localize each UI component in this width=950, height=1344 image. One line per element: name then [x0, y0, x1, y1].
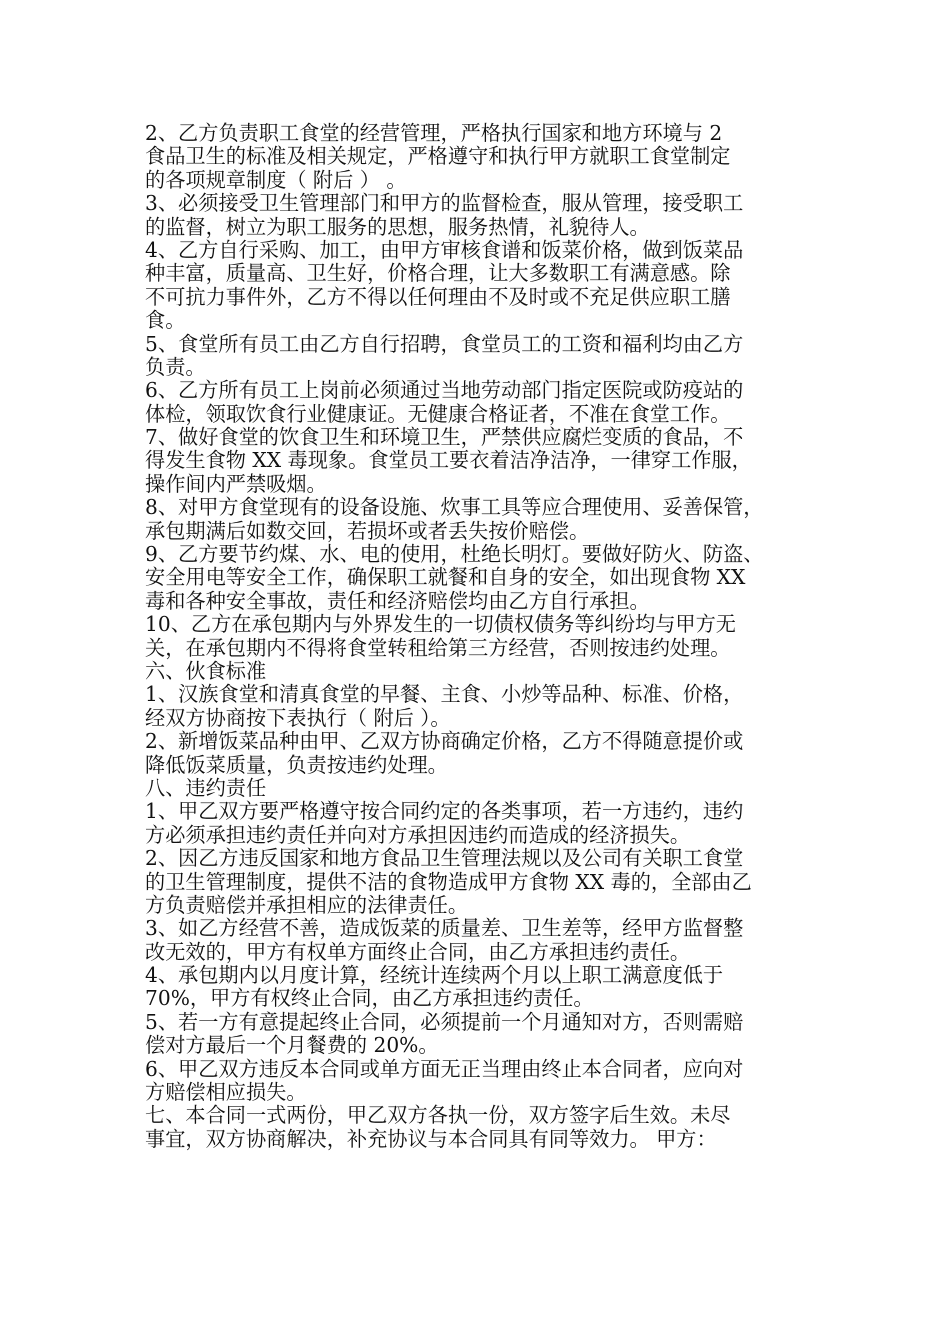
text-line: 关，在承包期内不得将食堂转租给第三方经营，否则按违约处理。: [145, 635, 731, 660]
text-line: 5、食堂所有员工由乙方自行招聘，食堂员工的工资和福利均由乙方: [145, 331, 744, 356]
text-line: 1、甲乙双方要严格遵守按合同约定的各类事项，若一方违约，违约: [145, 799, 744, 824]
text-line: 降低饭菜质量，负责按违约处理。: [145, 752, 448, 777]
text-line: 食品卫生的标准及相关规定，严格遵守和执行甲方就职工食堂制定: [145, 144, 731, 169]
text-line: 七、本合同一式两份，甲乙双方各执一份，双方签字后生效。未尽: [145, 1103, 731, 1128]
text-line: 经双方协商按下表执行（ 附后 ）。: [145, 705, 451, 730]
text-line: 6、甲乙双方违反本合同或单方面无正当理由终止本合同者，应向对: [145, 1056, 744, 1081]
section-heading: 六、伙食标准: [145, 658, 267, 683]
text-line: 承包期满后如数交回，若损坏或者丢失按价赔偿。: [145, 518, 590, 543]
text-line: 的监督，树立为职工服务的思想，服务热情，礼貌待人。: [145, 214, 650, 239]
text-line: 8、对甲方食堂现有的设备设施、炊事工具等应合理使用、妥善保管，: [145, 495, 764, 520]
section-heading: 八、违约责任: [145, 775, 267, 800]
text-line: 偿对方最后一个月餐费的 20%。: [145, 1033, 439, 1058]
text-line: 2、新增饭菜品种由甲、乙双方协商确定价格，乙方不得随意提价或: [145, 729, 744, 754]
text-line: 不可抗力事件外，乙方不得以任何理由不及时或不充足供应职工膳: [145, 284, 731, 309]
text-line: 7、做好食堂的饮食卫生和环境卫生，严禁供应腐烂变质的食品，不: [145, 425, 744, 450]
text-line: 的卫生管理制度，提供不洁的食物造成甲方食物 XX 毒的，全部由乙: [145, 869, 752, 894]
document-body: [145, 122, 810, 1151]
text-line: 5、若一方有意提起终止合同，必须提前一个月通知对方，否则需赔: [145, 1009, 744, 1034]
text-line: 的各项规章制度（ 附后 ） 。: [145, 167, 407, 192]
text-line: 食。: [145, 308, 186, 333]
text-line: 方负责赔偿并承担相应的法律责任。: [145, 892, 469, 917]
text-line: 6、乙方所有员工上岗前必须通过当地劳动部门指定医院或防疫站的: [145, 378, 744, 403]
text-line: 改无效的，甲方有权单方面终止合同，由乙方承担违约责任。: [145, 939, 691, 964]
text-line: 方必须承担违约责任并向对方承担因违约而造成的经济损失。: [145, 822, 691, 847]
text-line: 2、因乙方违反国家和地方食品卫生管理法规以及公司有关职工食堂: [145, 846, 744, 871]
text-line: 10、乙方在承包期内与外界发生的一切债权债务等纠纷均与甲方无: [145, 612, 736, 637]
text-line: 3、如乙方经营不善，造成饭菜的质量差、卫生差等，经甲方监督整: [145, 916, 744, 941]
text-line: 体检，领取饮食行业健康证。无健康合格证者，不准在食堂工作。: [145, 401, 731, 426]
text-line: 毒和各种安全事故，责任和经济赔偿均由乙方自行承担。: [145, 588, 650, 613]
text-line: 负责。: [145, 354, 206, 379]
text-line: 70%，甲方有权终止合同，由乙方承担违约责任。: [145, 986, 594, 1011]
text-line: 9、乙方要节约煤、水、电的使用，杜绝长明灯。要做好防火、防盗、: [145, 542, 764, 567]
text-line: 3、必须接受卫生管理部门和甲方的监督检查，服从管理，接受职工: [145, 191, 744, 216]
text-line: 操作间内严禁吸烟。: [145, 471, 327, 496]
text-line: 事宜，双方协商解决，补充协议与本合同具有同等效力。 甲方：: [145, 1126, 717, 1151]
text-line: 安全用电等安全工作，确保职工就餐和自身的安全，如出现食物 XX: [145, 565, 746, 590]
text-line: 2、乙方负责职工食堂的经营管理，严格执行国家和地方环境与 2: [145, 121, 723, 145]
text-line: 方赔偿相应损失。: [145, 1080, 307, 1105]
text-line: 4、承包期内以月度计算，经统计连续两个月以上职工满意度低于: [145, 963, 724, 988]
text-line: 4、乙方自行采购、加工，由甲方审核食谱和饭菜价格，做到饭菜品: [145, 237, 744, 262]
text-line: 1、汉族食堂和清真食堂的早餐、主食、小炒等品种、标准、价格，: [145, 682, 744, 707]
text-line: 得发生食物 XX 毒现象。食堂员工要衣着洁净洁净，一律穿工作服，: [145, 448, 752, 473]
text-line: 种丰富，质量高、卫生好，价格合理，让大多数职工有满意感。除: [145, 261, 731, 286]
